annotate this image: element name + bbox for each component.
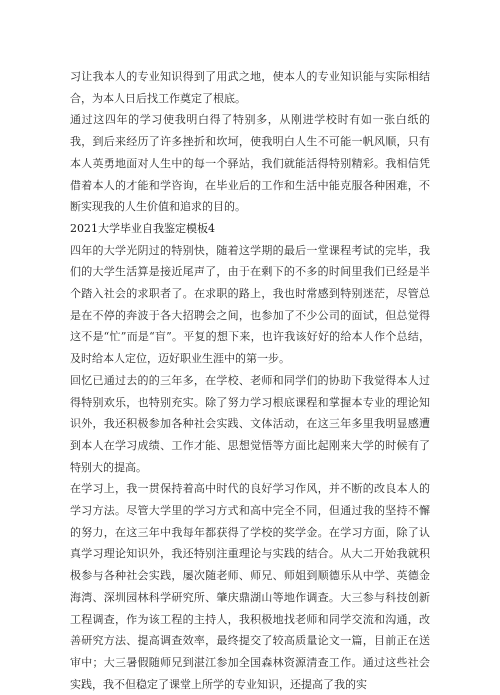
section-heading: 2021大学毕业自我鉴定模板4 (70, 221, 215, 235)
paragraph-1: 习让我本人的专业知识得到了用武之地，使本人的专业知识能与实际相结合，为本人日后找工作奠定了根底。 (70, 70, 430, 105)
document-body (70, 66, 430, 695)
paragraph-2: 通过这四年的学习使我明白得了特别多，从刚进学校时有如一张白纸的我，到后来经历了许多挫折和坎坷，使我明白人生不可能一帆风顺，只有本人英勇地面对人生中的每一个驿站，我们就能活得特别精彩。我相信凭借着本人的才能和学咨询，在毕业后的工作和生活中能克服各种困难，不断实现我的人生价值和追求的目的。 (70, 113, 430, 214)
paragraph-3: 四年的大学光阴过的特别快，随着这学期的最后一堂课程考试的完毕，我们的大学生活算是接近尾声了，由于在剩下的不多的时间里我们已经是半个踏入社会的求职者了。在求职的路上，我也时常感到特别迷茫，尽管总是在不停的奔波于各大招聘会之间，也参加了不少公司的面试，但总觉得这不是“忙”而是“盲”。平复的想下来，也许我该好好的给本人作个总结，及时给本人定位，迈好职业生涯中的第一步。 (70, 243, 430, 366)
paragraph-4: 回忆已通过去的的三年多，在学校、老师和同学们的协助下我觉得本人过得特别欢乐，也特别充实。除了努力学习根底课程和掌握本专业的理论知识外，我还积极参加各种社会实践、文体活动，在这三年多里我明显感遭到本人在学习成绩、工作才能、思想觉悟等方面比起刚来大学的时候有了特别大的提高。 (70, 373, 430, 474)
paragraph-5: 在学习上，我一贯保持着高中时代的良好学习作风，并不断的改良本人的学习方法。尽管大学里的学习方式和高中完全不同，但通过我的坚持不懈的努力，在这三年中我每年都获得了学校的奖学金。在学习方面，除了认真学习理论知识外，我还特别注重理论与实践的结合。从大二开始我就积极参与各种社会实践，屡次随老师、师兄、师姐到顺德乐从中学、英德金海湾、深圳园林科学研究所、肇庆鼎湖山等地作调查。大三参与科技创新工程调查，作为该工程的主持人，我积极地找老师和同学交流和沟通，改善研究方法、提高调查效率，最终提交了较高质量论文一篇，目前正在送审中；大三暑假随师兄到湛江参加全国森林资源清查工作。通过这些社会实践，我不但稳定了课堂上所学的专业知识，还提高了我的实 (70, 482, 430, 691)
